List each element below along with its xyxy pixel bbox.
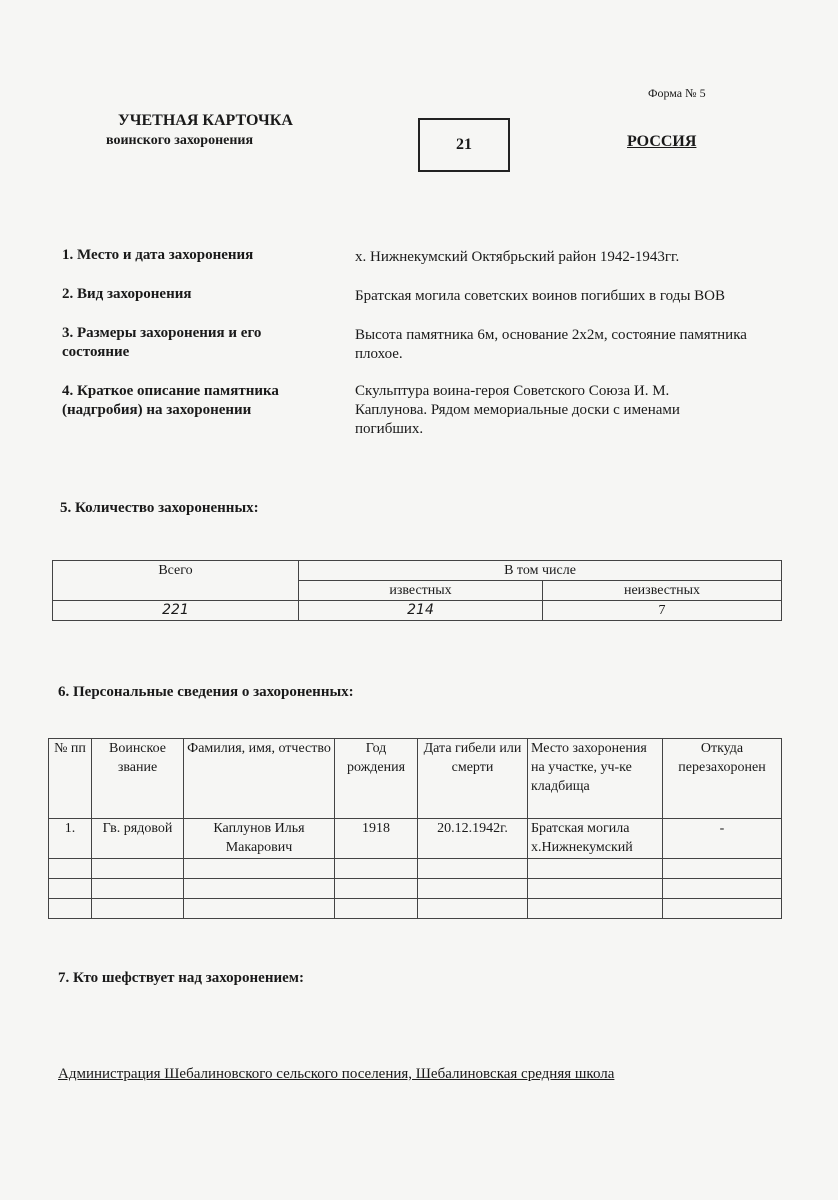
field-value-size: Высота памятника 6м, основание 2х2м, состояние памятника плохое. (355, 327, 747, 362)
cell-death-date: 20.12.1942г. (418, 819, 528, 859)
patron-value: Администрация Шебалиновского сельского поселения, Шебалиновская средняя школа (58, 1066, 615, 1082)
personal-heading: 6. Персональные сведения о захороненных: (58, 684, 354, 700)
cell-rank: Гв. рядовой (92, 819, 184, 859)
cell-number: 1. (49, 819, 92, 859)
field-label-description: 4. Краткое описание памятника (надгробия) на захоронении (62, 383, 279, 418)
known-value: 214 (299, 601, 543, 621)
col-death-date: Дата гибели или смерти (418, 739, 528, 819)
col-reburied-from: Откуда перезахоронен (663, 739, 782, 819)
including-header: В том числе (299, 561, 782, 581)
card-number-box (418, 118, 510, 172)
table-row-empty (49, 899, 782, 919)
form-number-label: Форма № 5 (648, 86, 706, 100)
personal-table (48, 738, 782, 919)
field-value-place: х. Нижнекумский Октябрьский район 1942-1943гг. (355, 249, 680, 265)
field-label-place: 1. Место и дата захоронения (62, 247, 254, 263)
field-value-description: Скульптура воина-героя Советского Союза И. М. Каплунова. Рядом мемориальные доски с именами погибших. (355, 383, 680, 437)
count-heading: 5. Количество захороненных: (60, 500, 259, 516)
table-row-empty (49, 859, 782, 879)
col-number: № пп (49, 739, 92, 819)
total-header: Всего (53, 561, 299, 601)
cell-reburied-from: - (663, 819, 782, 859)
col-birth-year: Год рождения (335, 739, 418, 819)
table-row-empty (49, 879, 782, 899)
card-number: 21 (456, 136, 472, 153)
unknown-value: 7 (543, 601, 782, 621)
cell-name: Каплунов Илья Макарович (184, 819, 335, 859)
field-label-size: 3. Размеры захоронения и его состояние (62, 325, 262, 360)
count-table (52, 560, 782, 621)
known-header: известных (299, 581, 543, 601)
col-name: Фамилия, имя, отчество (184, 739, 335, 819)
card-title: УЧЕТНАЯ КАРТОЧКА (118, 112, 293, 129)
country-label: РОССИЯ (627, 133, 697, 150)
unknown-header: неизвестных (543, 581, 782, 601)
table-header-row (49, 739, 782, 819)
field-value-type: Братская могила советских воинов погибших в годы ВОВ (355, 288, 725, 304)
cell-burial-place: Братская могила х.Нижнекумский (528, 819, 663, 859)
col-rank: Воинское звание (92, 739, 184, 819)
total-value: 221 (53, 601, 299, 621)
table-row (49, 819, 782, 859)
patron-heading: 7. Кто шефствует над захоронением: (58, 970, 304, 986)
card-subtitle: воинского захоронения (106, 133, 254, 148)
field-label-type: 2. Вид захоронения (62, 286, 192, 302)
cell-birth-year: 1918 (335, 819, 418, 859)
col-burial-place: Место захоронения на участке, уч-ке кладбища (528, 739, 663, 819)
